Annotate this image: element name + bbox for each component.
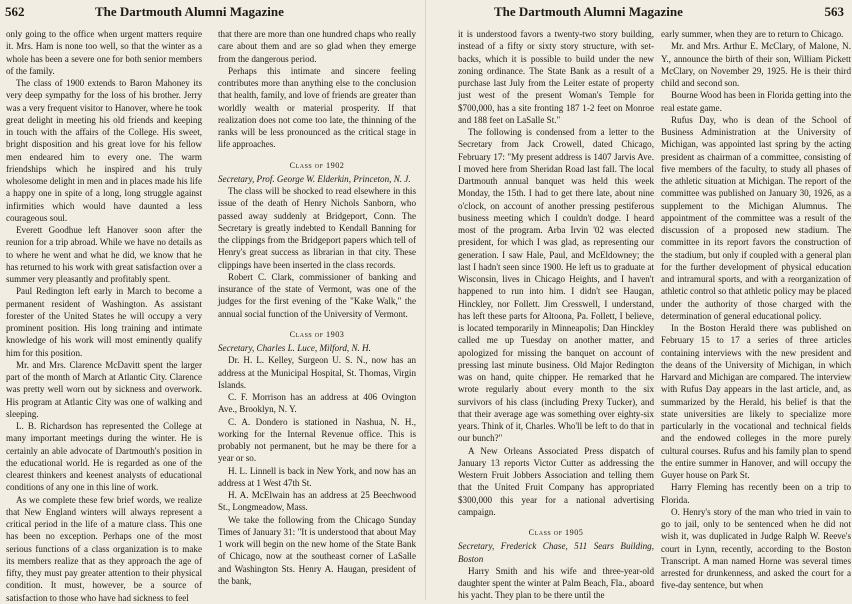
class-secretary-1902: Secretary, Prof. George W. Elderkin, Princeton, N. J. bbox=[218, 173, 411, 184]
paragraph: C. F. Morrison has an address at 406 Ovington Ave., Brooklyn, N. Y. bbox=[218, 392, 416, 415]
paragraph: The following is condensed from a letter to the Secretary from Jack Crowell, dated Chicago, February 17: "My present address is 1407 Jarvis Ave. I moved here from Sheridan Road last fall. The local Dartmouth annual banquet was held this week Monday, the 15th. I had to get there late, about nine o'clock, on account of another pressing pestiferous business meeting which I couldn't dodge. I heard most of the program. Arba Irvin '02 was elected president, for which I was glad, as representing our generation. I saw Hale, Paul, and McEldowney; the last I hadn't seen since 1900. He left us to graduate at Wisconsin, lives in Chicago Heights, and I haven't happened to run into him. I didn't see Haugan, Hinckley, nor Follett. Jim Cresswell, I understand, has left these parts for Altoona, Pa. Follett, I believe, is located temporarily in Minneapolis; Dan Hinckley called me up Tuesday on another matter, and apologized for missing the banquet on account of pressing last minute business. Old Major Redington was on hand, quite chipper. He remarked that he wrote regularly about every month to the six survivors of his class (including Prexy Tucker), and that their average age was something over eighty-six years. Think of it, Charles. Who'll be left to do that in our bunch?" bbox=[458, 127, 654, 444]
paragraph: only going to the office when urgent matters require it. Mrs. Ham is none too well, so that the winter as a whole has been a severe one for both senior members of the family. bbox=[6, 29, 202, 76]
left-page bbox=[0, 0, 426, 603]
class-heading-1905: Class of 1905 bbox=[528, 528, 584, 537]
paragraph: L. B. Richardson has represented the College at many important meetings during the winter. He is certainly an able advocate of Dartmouth's position in the educational world. He is regarded as one of the clearest thinkers and keenest analysts of educational conditions of any one in this line of work. bbox=[6, 421, 202, 493]
paragraph: Dr. H. L. Kelley, Surgeon U. S. N., now has an address at the Municipal Hospital, St. Thomas, Virgin Islands. bbox=[218, 355, 416, 390]
class-heading-1903: Class of 1903 bbox=[289, 329, 345, 339]
class-secretary-1903: Secretary, Charles L. Luce, Milford, N. H. bbox=[218, 343, 371, 353]
paragraph: H. L. Linnell is back in New York, and now has an address at 1 West 47th St. bbox=[218, 465, 416, 488]
paragraph: Mr. and Mrs. Clarence McDavitt spent the larger part of the month of March at Atlantic City. Clarence was pretty well worn out by sickness and overwork. His program at Atlantic City was one of walking and sleeping. bbox=[6, 359, 202, 419]
left-column-1 bbox=[6, 28, 202, 603]
left-running-header bbox=[5, 4, 415, 20]
right-running-title: The Dartmouth Alumni Magazine bbox=[494, 4, 683, 19]
paragraph: early summer, when they are to return to Chicago. bbox=[661, 29, 844, 39]
paragraph: A New Orleans Associated Press dispatch of January 13 reports Victor Cutter as addressing the Western Fruit Jobbers Association and telling them that the United Fruit Company has appropriated $300,000 this year for a national advertising campaign. bbox=[458, 445, 654, 517]
right-column-2 bbox=[661, 28, 851, 596]
paragraph: The class will be shocked to read elsewhere in this issue of the death of Henry Nichols Sanborn, who passed away suddenly at Bridgeport, Conn. The Secretary is greatly indebted to Kendall Banning for the clippings from the Bridgeport papers which tell of Henry's great success as librarian in that city. These clippings have been inserted in the class records. bbox=[218, 186, 416, 270]
right-page bbox=[426, 0, 852, 600]
paragraph: The class of 1900 extends to Baron Mahoney its very deep sympathy for the loss of his brother. Jerry was a very frequent visitor to Hanover, where he took great delight in meeting his old friends and keeping in touch with the affairs of the College. His sweet, bright disposition and his great love for his fellow men endeared him to every one. The warm friendships which he inspired and his truly wholesome delight in men and in places made his life a happy one in spite of a long, long struggle against infirmities which would have daunted a less courageous soul. bbox=[6, 78, 202, 223]
paragraph: it is understood favors a twenty-two story building, instead of a fifty or sixty story structure, with set-backs, which it is possible to build under the new zoning ordinance. The State Bank as a result of a purchase last July from the Leiter estate of property just west of the present Woman's Temple for $700,000, has a site fronting 187 1-2 feet on Monroe and 188 feet on LaSalle St." bbox=[458, 29, 654, 125]
right-page-number: 563 bbox=[824, 4, 844, 19]
left-running-title: The Dartmouth Alumni Magazine bbox=[95, 4, 284, 19]
paragraph: As we complete these few brief words, we realize that New England winters will always represent a critical period in the life of a mature class. This one has been no exception. Perhaps one of the most serious functions of a class organization is to make its members realize that as they approach the age of fifty, they must pay greater attention to their physical condition. It must, however, be a source of satisfaction to those who have had sickness to feel bbox=[6, 494, 202, 603]
class-secretary-1905: Secretary, Frederick Chase, 511 Sears Building, Boston bbox=[458, 541, 654, 564]
paragraph: Robert C. Clark, commissioner of banking and insurance of the state of Vermont, was one of the judges for the first evening of the "Kake Walk," the annual social function of the University of Vermont. bbox=[218, 271, 416, 319]
left-page-number: 562 bbox=[5, 4, 25, 19]
paragraph: Harry Smith and his wife and three-year-old daughter spent the winter at Palm Beach, Fla., aboard his yacht. They plan to be there until the bbox=[458, 565, 654, 601]
paragraph: In the Boston Herald there was published on February 15 to 17 a series of three articles containing interviews with the new president and the deans of the University of Michigan, in which Harvard and Michigan are compared. The interview with Rufus Day appears in the last article, and, as summarized by the Herald, his belief is that the state universities are likely to specialize more particularly in the vocational and technical fields and the endowed colleges in the more purely cultural courses. Rufus and his family plan to spend the entire summer in Hanover, and will occupy the Guyer house on Park St. bbox=[661, 323, 851, 480]
paragraph: H. A. McElwain has an address at 25 Beechwood St., Longmeadow, Mass. bbox=[218, 490, 416, 513]
paragraph: C. A. Dondero is stationed in Nashua, N. H., working for the Internal Revenue office. This is probably not permanent, but he may be there for a year or so. bbox=[218, 416, 416, 464]
class-heading-1902: Class of 1902 bbox=[289, 160, 345, 170]
paragraph: Mr. and Mrs. Arthur E. McClary, of Malone, N. Y., announce the birth of their son, William Pickett McClary, on November 29, 1925. He is their third child and second son. bbox=[661, 41, 851, 88]
paragraph: Everett Goodhue left Hanover soon after the reunion for a trip abroad. While we have no details as to where he went and what he did, we know that he has returned to his work with great satisfaction over a summer very pleasantly and profitably spent. bbox=[6, 225, 202, 284]
paragraph: Rufus Day, who is dean of the School of Business Administration at the University of Michigan, was appointed last spring by the acting president as chairman of a committee, consisting of five members of the faculty, to study all phases of the athletic situation at Michigan. The report of the committee was published on January 30, 1926, as a supplement to the Michigan Alumnus. The appointment of the committee was a result of the discussion of a proposed new stadium. The committee in its report favors the construction of the stadium, but only if coupled with a general plan for the further development of physical education and intramural sports, and with a reorganization of athletic control so that athletic policy may be placed under the authority of those charged with the determination of general educational policy. bbox=[661, 114, 851, 321]
paragraph: Harry Fleming has recently been on a trip to Florida. bbox=[661, 482, 851, 505]
paragraph: O. Henry's story of the man who tried in vain to go to jail, only to be sentenced when he did not wish it, was duplicated in Judge Ralph W. Reeve's court in Lynn, recently, according to the Boston Transcript. A man named Horne was several times arrested for drunkenness, and asked the court for a five-day sentence, but when bbox=[661, 506, 851, 591]
paragraph: Paul Redington left early in March to become a permanent resident of Washington. As assistant forester of the United States he will occupy a very prominent position. His long training and intimate knowledge of his work will most eminently qualify him for this position. bbox=[6, 286, 202, 358]
paragraph: Bourne Wood has been in Florida getting into the real estate game. bbox=[661, 90, 851, 113]
right-running-header bbox=[436, 4, 844, 20]
paragraph: We take the following from the Chicago Sunday Times of January 31: "It is understood that about May 1 work will begin on the new home of the State Bank of Chicago, now at the southeast corner of LaSalle and Washington Sts. Henry A. Haugan, president of the bank, bbox=[218, 514, 416, 586]
paragraph: that there are more than one hundred chaps who really care about them and are so glad when they emerge from the dangerous period. bbox=[218, 29, 416, 64]
right-column-1 bbox=[458, 28, 654, 601]
left-column-2 bbox=[218, 28, 416, 596]
paragraph: Perhaps this intimate and sincere feeling contributes more than anything else to the conclusion that health, family, and love of friends are greater than worldly wealth or material prosperity. If that realization does not come too late, the thinning of the ranks will be less pronounced as the critical stage in life approaches. bbox=[218, 65, 416, 150]
